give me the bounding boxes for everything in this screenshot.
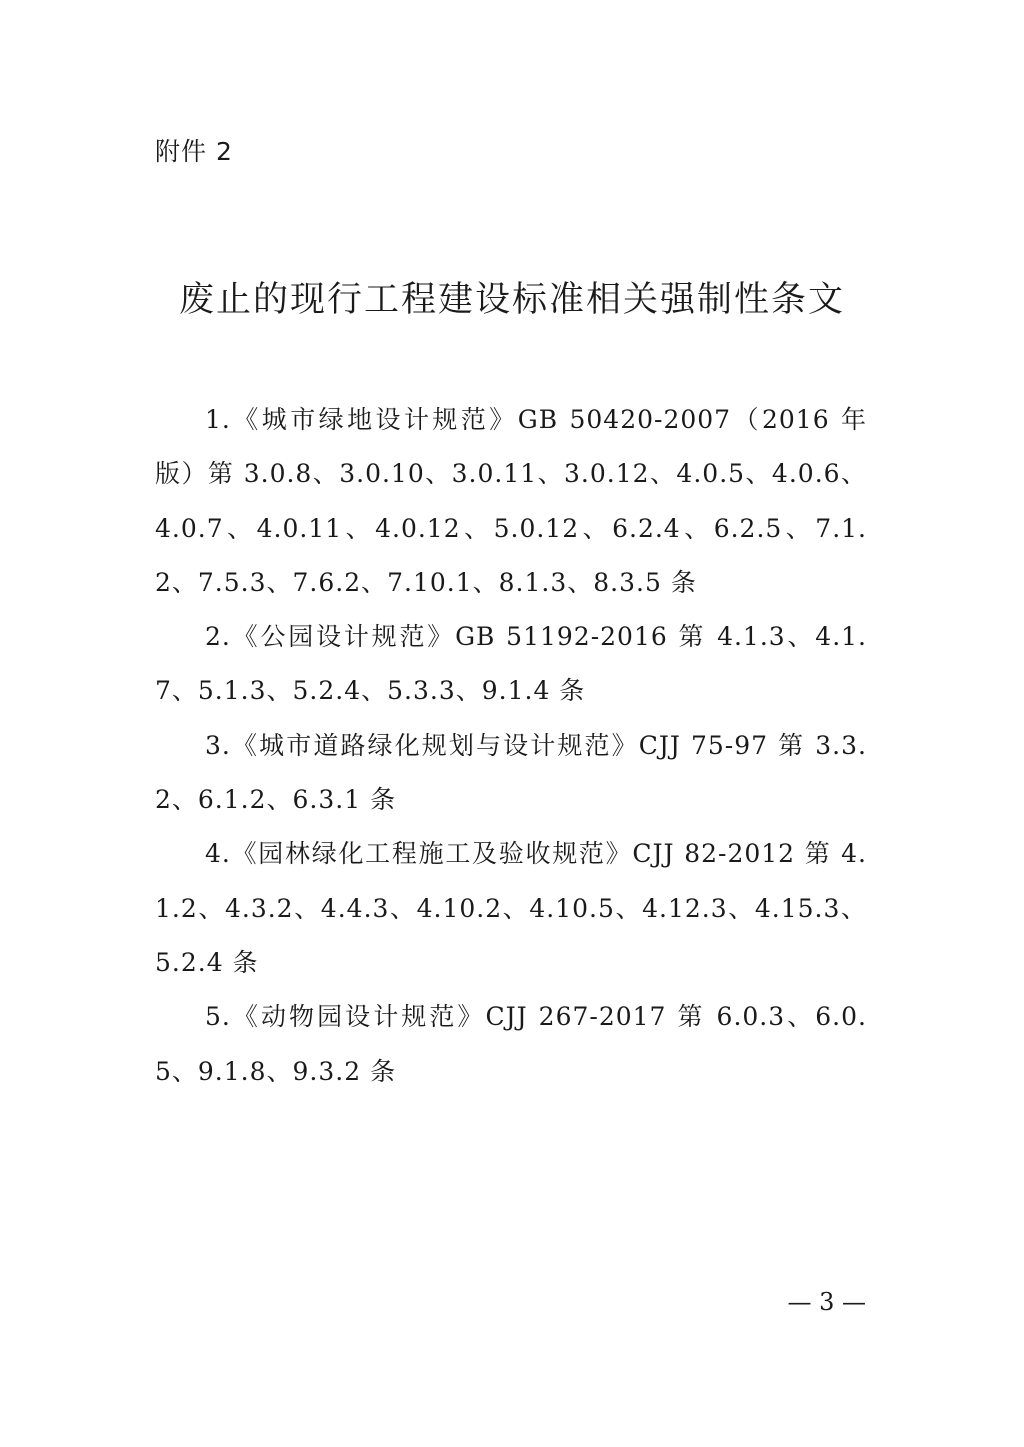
list-item: 5.《动物园设计规范》CJJ 267-2017 第 6.0.3、6.0.5、9.1.8、9.3.2 条 bbox=[155, 1002, 867, 1086]
page-number: — 3 — bbox=[787, 1288, 866, 1316]
list-item: 3.《城市道路绿化规划与设计规范》CJJ 75-97 第 3.3.2、6.1.2、6.3.1 条 bbox=[155, 730, 867, 815]
list-item: 1.《城市绿地设计规范》GB 50420-2007（2016 年版）第 3.0.8、3.0.10、3.0.11、3.0.12、4.0.5、4.0.6、4.0.7、4.0.11、4.0.12、5.0.12、6.2.4、6.2.5、7.1.2、7.5.3、7.6.2、7.10.1、8.1.3、8.3.5 条 bbox=[155, 405, 867, 597]
list-item: 2.《公园设计规范》GB 51192-2016 第 4.1.3、4.1.7、5.1.3、5.2.4、5.3.3、9.1.4 条 bbox=[155, 622, 867, 706]
document-title: 废止的现行工程建设标准相关强制性条文 bbox=[178, 280, 845, 320]
list-item: 4.《园林绿化工程施工及验收规范》CJJ 82-2012 第 4.1.2、4.3.2、4.4.3、4.10.2、4.10.5、4.12.3、4.15.3、5.2.4 条 bbox=[155, 839, 867, 977]
attachment-label: 附件 2 bbox=[155, 137, 233, 166]
standards-list bbox=[155, 393, 867, 1099]
